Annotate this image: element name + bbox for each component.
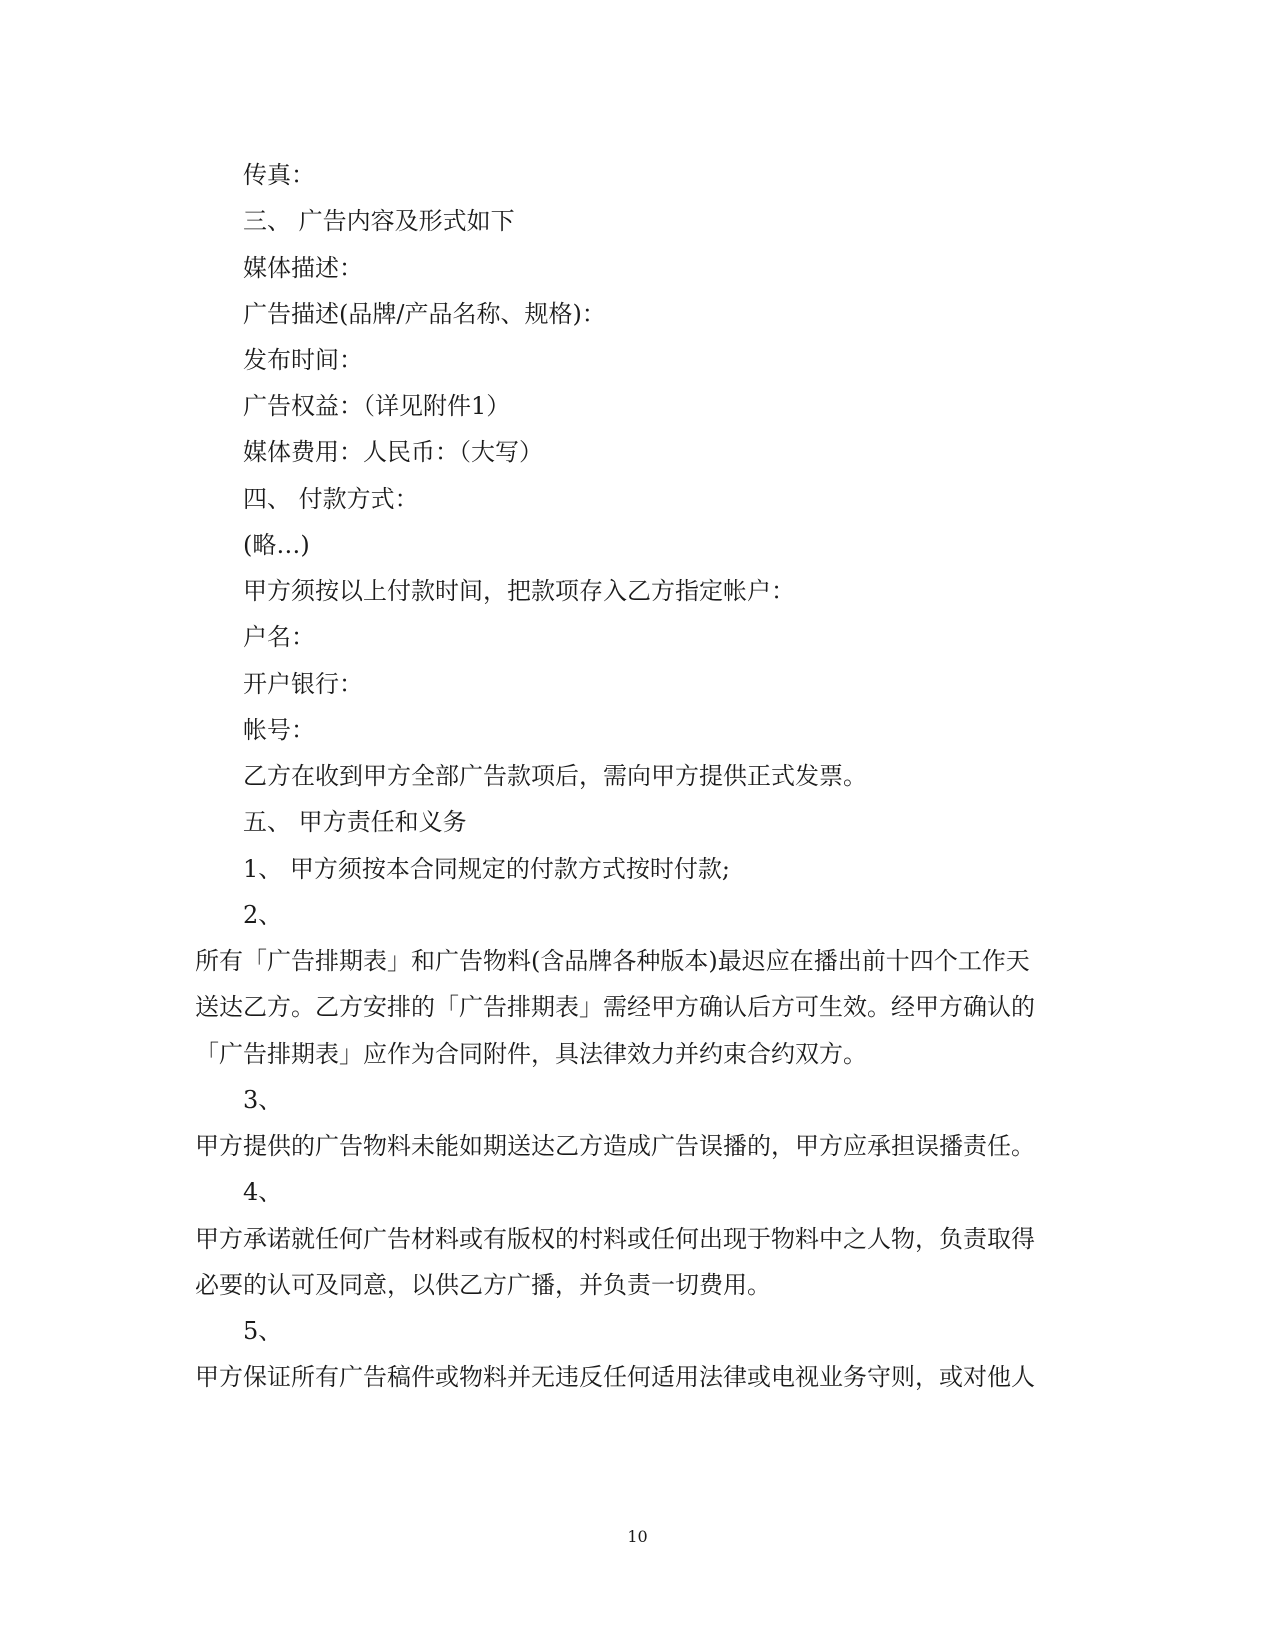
clause-3-text-line-1: 甲方提供的广告物料未能如期送达乙方造成广告误播的，甲方应承担误播责任。	[195, 1132, 1035, 1160]
section-4-heading: 四、 付款方式：	[243, 485, 419, 513]
clause-1: 1、 甲方须按本合同规定的付款方式按时付款;	[243, 855, 730, 883]
omitted-note: (略…)	[243, 531, 310, 559]
publish-time-label: 发布时间：	[243, 346, 363, 374]
bank-label: 开户银行：	[243, 670, 363, 698]
clause-5-text-line-1: 甲方保证所有广告稿件或物料并无违反任何适用法律或电视业务守则，或对他人	[195, 1363, 1035, 1391]
page-number: 10	[627, 1527, 648, 1546]
media-description-label: 媒体描述：	[243, 254, 363, 282]
account-number-label: 帐号：	[243, 716, 315, 744]
media-fee-label: 媒体费用：人民币：（大写）	[243, 438, 543, 466]
clause-4-text-line-1: 甲方承诺就任何广告材料或有版权的村料或任何出现于物料中之人物，负责取得	[195, 1225, 1035, 1253]
clause-3-number: 3、	[243, 1086, 283, 1114]
account-name-label: 户名：	[243, 623, 315, 651]
ad-rights-label: 广告权益：（详见附件1）	[243, 392, 511, 420]
clause-2-number: 2、	[243, 901, 283, 929]
clause-4-text-line-2: 必要的认可及同意，以供乙方广播，并负责一切费用。	[195, 1271, 771, 1299]
clause-2-text-line-2: 送达乙方。乙方安排的「广告排期表」需经甲方确认后方可生效。经甲方确认的	[195, 993, 1035, 1021]
fax-label: 传真：	[243, 161, 315, 189]
invoice-clause: 乙方在收到甲方全部广告款项后，需向甲方提供正式发票。	[243, 762, 867, 790]
clause-5-number: 5、	[243, 1317, 283, 1345]
clause-4-number: 4、	[243, 1178, 283, 1206]
section-5-heading: 五、 甲方责任和义务	[243, 808, 467, 836]
payment-instruction: 甲方须按以上付款时间，把款项存入乙方指定帐户：	[243, 577, 795, 605]
ad-description-label: 广告描述(品牌/产品名称、规格)：	[243, 300, 606, 328]
section-3-heading: 三、 广告内容及形式如下	[243, 207, 515, 235]
clause-2-text-line-1: 所有「广告排期表」和广告物料(含品牌各种版本)最迟应在播出前十四个工作天	[195, 947, 1030, 975]
clause-2-text-line-3: 「广告排期表」应作为合同附件，具法律效力并约束合约双方。	[195, 1040, 867, 1068]
